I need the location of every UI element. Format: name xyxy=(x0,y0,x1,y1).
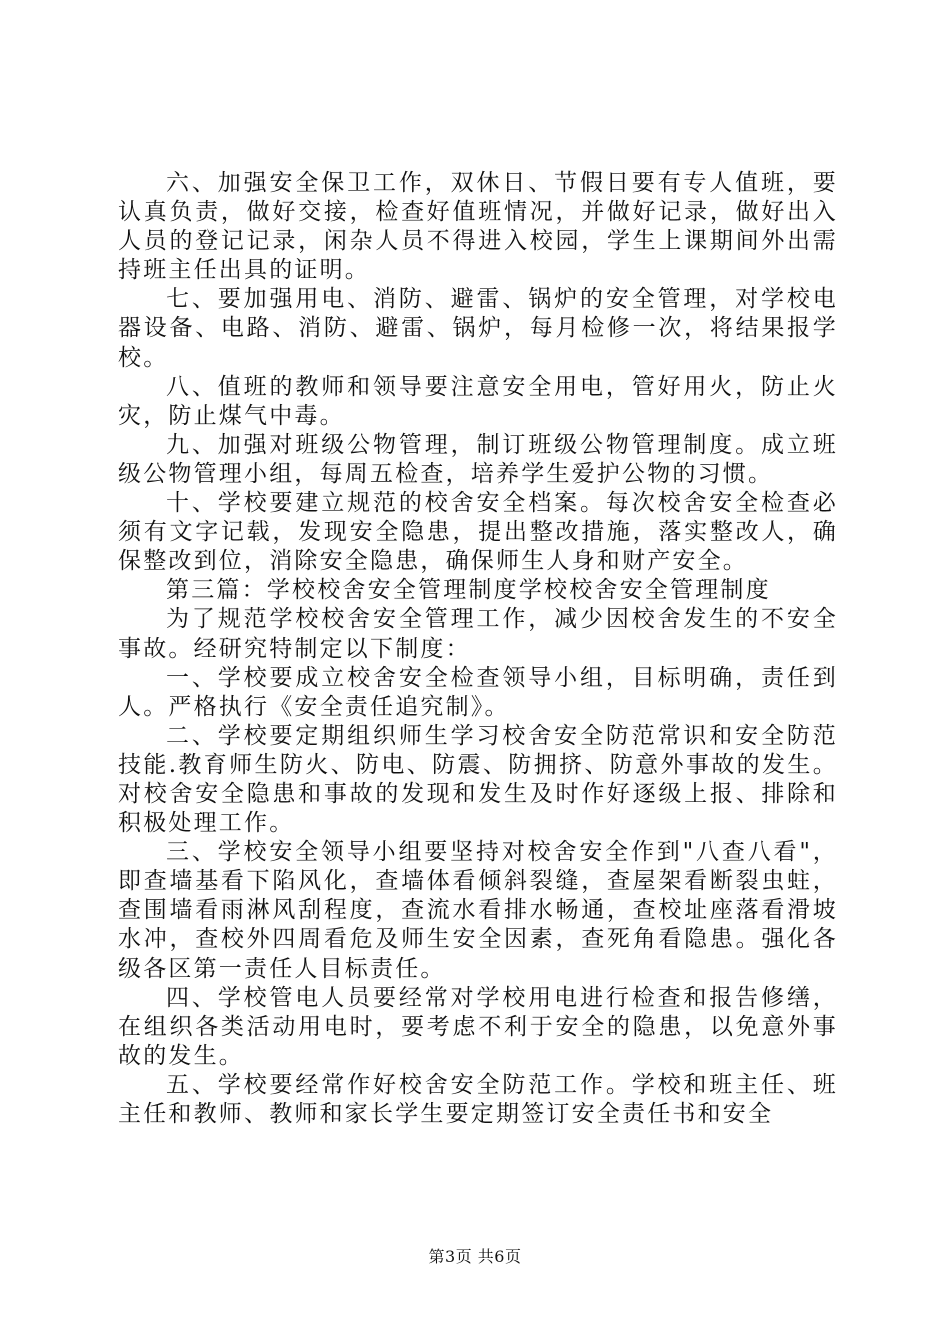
section-heading: 第三篇：学校校舍安全管理制度学校校舍安全管理制度 xyxy=(166,577,771,604)
paragraph-9: 九、加强对班级公物管理，制订班级公物管理制度。成立班级公物管理小组，每周五检查，培养学生爱护公物的习惯。 xyxy=(118,431,838,487)
rule-5: 五、学校要经常作好校舍安全防范工作。学校和班主任、班主任和教师、教师和家长学生要定期签订安全责任书和安全 xyxy=(118,1071,838,1127)
paragraph-8: 八、值班的教师和领导要注意安全用电，管好用火，防止火灾，防止煤气中毒。 xyxy=(118,373,838,429)
section-intro: 为了规范学校校舍安全管理工作，减少因校舍发生的不安全事故。经研究特制定以下制度： xyxy=(118,606,838,662)
paragraph-6: 六、加强安全保卫工作，双休日、节假日要有专人值班，要认真负责，做好交接，检查好值班情况，并做好记录，做好出入人员的登记记录，闲杂人员不得进入校园，学生上课期间外出需持班主任出具的证明。 xyxy=(118,170,838,284)
rule-2: 二、学校要定期组织师生学习校舍安全防范常识和安全防范技能.教育师生防火、防电、防震、防拥挤、防意外事故的发生。对校舍安全隐患和事故的发现和发生及时作好逐级上报、排除和积极处理工作。 xyxy=(118,722,838,837)
page-number-footer: 第3页 共6页 xyxy=(428,1247,522,1266)
rule-3: 三、学校安全领导小组要坚持对校舍安全作到"八查八看"，即查墙基看下陷风化，查墙体看倾斜裂缝，查屋架看断裂虫蛀，查围墙看雨淋风刮程度，查流水看排水畅通，查校址座落看滑坡水冲，查校外四周看危及师生安全因素，查死角看隐患。强化各级各区第一责任人目标责任。 xyxy=(118,839,838,982)
document-body xyxy=(118,169,838,1129)
rule-4: 四、学校管电人员要经常对学校用电进行检查和报告修缮，在组织各类活动用电时，要考虑不利于安全的隐患，以免意外事故的发生。 xyxy=(118,984,838,1069)
paragraph-10: 十、学校要建立规范的校舍安全档案。每次校舍安全检查必须有文字记载，发现安全隐患，提出整改措施，落实整改人，确保整改到位，消除安全隐患，确保师生人身和财产安全。 xyxy=(118,490,838,575)
rule-1: 一、学校要成立校舍安全检查领导小组，目标明确，责任到人。严格执行《安全责任追究制》。 xyxy=(118,664,838,720)
paragraph-7: 七、要加强用电、消防、避雷、锅炉的安全管理，对学校电器设备、电路、消防、避雷、锅炉，每月检修一次，将结果报学校。 xyxy=(118,286,838,371)
